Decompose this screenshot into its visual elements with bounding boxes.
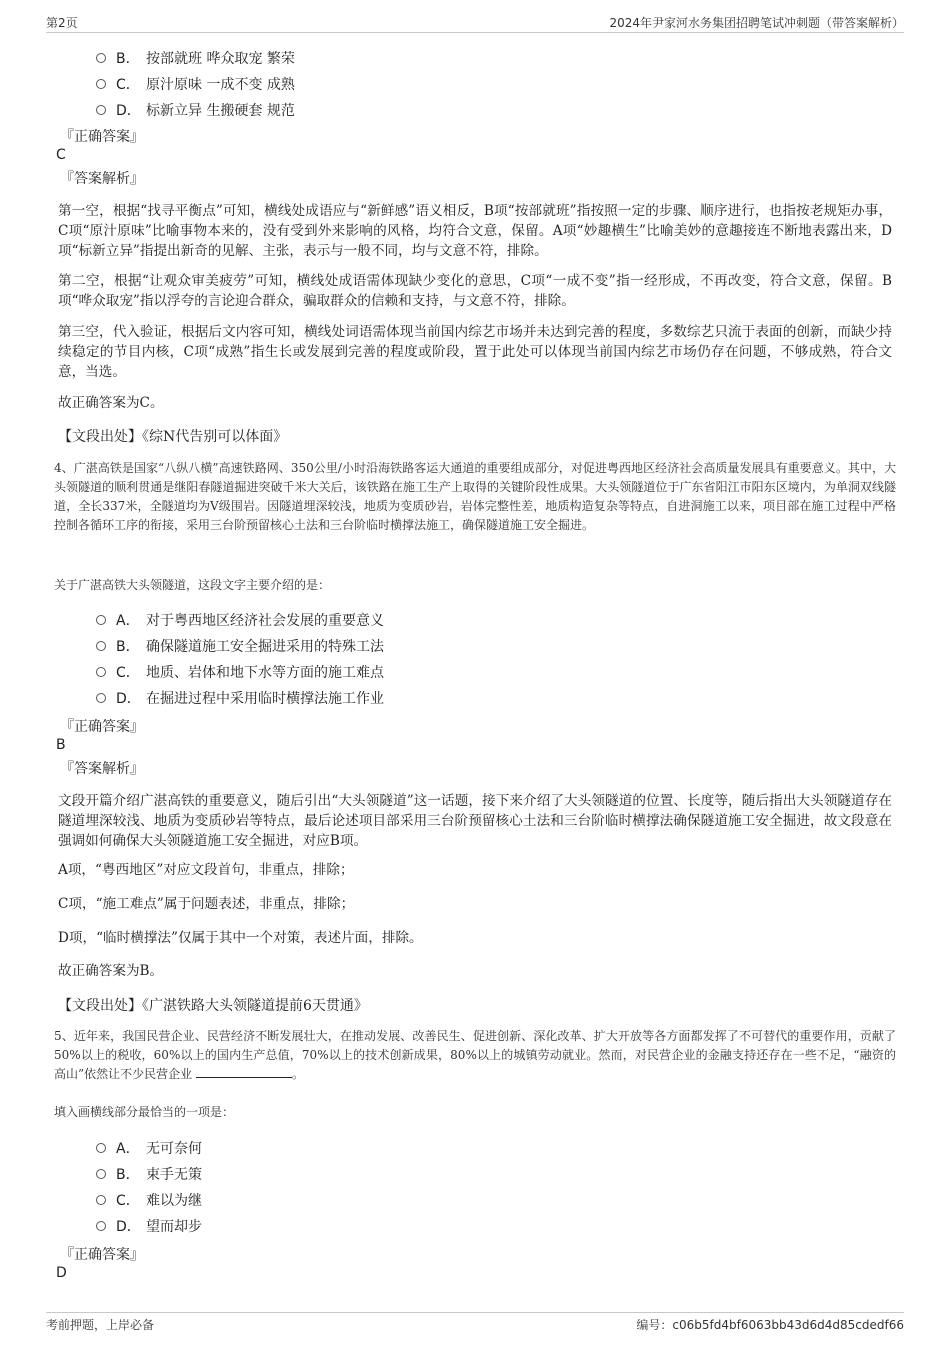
option-text: 束手无策 <box>146 1167 202 1183</box>
q3-conclusion: 故正确答案为C。 <box>58 395 164 411</box>
radio-icon[interactable] <box>96 641 106 651</box>
fill-blank <box>196 1065 292 1078</box>
option-text: 望而却步 <box>146 1219 202 1235</box>
option-text: 无可奈何 <box>146 1141 202 1157</box>
radio-icon[interactable] <box>96 105 106 115</box>
q3-source: 【文段出处】《综N代告别可以体面》 <box>58 429 288 445</box>
q3-analysis-paragraph: 第二空，根据“让观众审美疲劳”可知，横线处成语需体现缺少变化的意思，C项“一成不变”指一经形成，不再改变，符合文意，保留。B项“哗众取宠”指以浮夸的言论迎合群众，骗取群众的信赖和支持，与文意不符，排除。 <box>58 273 892 309</box>
q4-analysis-paragraph: A项，“粤西地区”对应文段首句，非重点，排除； <box>58 862 354 878</box>
page-header <box>46 12 904 33</box>
q5-question-text: 5、近年来，我国民营企业、民营经济不断发展壮大，在推动发展、改善民生、促进创新、深化改革、扩大开放等各方面都发挥了不可替代的重要作用，贡献了50%以上的税收，60%以上的国内生产总值，70%以上的技术创新成果，80%以上的城镇劳动就业。然而，对民营企业的金融支持还存在一些不足，“融资的高山”依然让不少民营企业 。 <box>54 1029 896 1081</box>
q3-analysis-paragraph: 第一空，根据“找寻平衡点”可知，横线处成语应与“新鲜感”语义相反，B项“按部就班”指按照一定的步骤、顺序进行，也指按老规矩办事，C项“原汁原味”比喻事物本来的，没有受到外来影响的风格，均符合文意，保留。A项“妙趣横生”比喻美妙的意趣接连不断地表露出来，D项“标新立异”指提出新奇的见解、主张，表示与一般不同，均与文意不符，排除。 <box>58 203 892 259</box>
q5-option-d[interactable]: D． 望而却步 <box>96 1216 202 1236</box>
radio-icon[interactable] <box>96 79 106 89</box>
page-number: 第2页 <box>46 16 78 30</box>
radio-icon[interactable] <box>96 1195 106 1205</box>
q5-option-a[interactable]: A． 无可奈何 <box>96 1138 202 1158</box>
q4-source: 【文段出处】《广湛铁路大头领隧道提前6天贯通》 <box>58 998 368 1014</box>
option-text: 标新立异 生搬硬套 规范 <box>146 103 295 119</box>
q4-conclusion: 故正确答案为B。 <box>58 963 164 979</box>
q4-analysis-paragraph: 文段开篇介绍广湛高铁的重要意义，随后引出“大头领隧道”这一话题，接下来介绍了大头领隧道的位置、长度等，随后指出大头领隧道存在隧道埋深较浅、地质为变质砂岩等特点，最后论述项目部采用三台阶预留核心土法和三台阶临时横撑法确保隧道施工安全掘进，故文段意在强调如何确保大头领隧道施工安全掘进，对应B项。 <box>58 793 892 849</box>
q4-option-a[interactable]: A． 对于粤西地区经济社会发展的重要意义 <box>96 610 384 630</box>
document-title: 2024年尹家河水务集团招聘笔试冲刺题（带答案解析） <box>609 16 904 30</box>
radio-icon[interactable] <box>96 53 106 63</box>
q4-option-b[interactable]: B． 确保隧道施工安全掘进采用的特殊工法 <box>96 636 384 656</box>
radio-icon[interactable] <box>96 1143 106 1153</box>
q4-option-c[interactable]: C． 地质、岩体和地下水等方面的施工难点 <box>96 662 384 682</box>
footer-slogan: 考前押题，上岸必备 <box>46 1318 155 1332</box>
q4-answer-label: 『正确答案』 <box>60 719 144 735</box>
q5-option-c[interactable]: C． 难以为继 <box>96 1190 202 1210</box>
radio-icon[interactable] <box>96 667 106 677</box>
radio-icon[interactable] <box>96 1221 106 1231</box>
q5-option-b[interactable]: B． 束手无策 <box>96 1164 202 1184</box>
q3-answer-label: 『正确答案』 <box>60 129 144 145</box>
page-footer <box>46 1312 904 1335</box>
q5-prompt: 填入画横线部分最恰当的一项是： <box>54 1105 235 1119</box>
option-text: 确保隧道施工安全掘进采用的特殊工法 <box>146 639 384 655</box>
option-text: 地质、岩体和地下水等方面的施工难点 <box>146 665 384 681</box>
q4-question-text: 4、广湛高铁是国家“八纵八横”高速铁路网、350公里/小时沿海铁路客运大通道的重要组成部分，对促进粤西地区经济社会高质量发展具有重要意义。其中，大头领隧道的顺利贯通是继阳春隧道掘进突破千米大关后，该铁路在施工生产上取得的关键阶段性成果。大头领隧道位于广东省阳江市阳东区境内，为单洞双线隧道，全长337米，全隧道均为V级围岩。因隧道埋深较浅，地质为变质砂岩，岩体完整性差，地质构造复杂等特点，自进洞施工以来，项目部在施工过程中严格控制各循环工序的衔接，采用三台阶预留核心土法和三台阶临时横撑法施工，确保隧道施工安全掘进。 <box>54 461 896 532</box>
q4-prompt: 关于广湛高铁大头领隧道，这段文字主要介绍的是： <box>54 578 331 592</box>
q4-answer: B <box>56 737 66 753</box>
q3-analysis-paragraph: 第三空，代入验证，根据后文内容可知，横线处词语需体现当前国内综艺市场并未达到完善的程度，多数综艺只流于表面的创新，而缺少持续稳定的节目内核，C项“成熟”指生长或发展到完善的程度或阶段，置于此处可以体现当前国内综艺市场仍存在问题，不够成熟，符合文意，当选。 <box>58 324 892 380</box>
radio-icon[interactable] <box>96 693 106 703</box>
q4-analysis-paragraph: C项，“施工难点”属于问题表述，非重点，排除； <box>58 896 355 912</box>
radio-icon[interactable] <box>96 1169 106 1179</box>
option-text: 对于粤西地区经济社会发展的重要意义 <box>146 613 384 629</box>
q3-option-d[interactable]: D． 标新立异 生搬硬套 规范 <box>96 100 295 120</box>
q3-option-b[interactable]: B． 按部就班 哗众取宠 繁荣 <box>96 48 295 68</box>
q3-analysis-label: 『答案解析』 <box>60 171 144 187</box>
option-text: 按部就班 哗众取宠 繁荣 <box>146 51 295 67</box>
option-text: 在掘进过程中采用临时横撑法施工作业 <box>146 691 384 707</box>
q4-option-d[interactable]: D． 在掘进过程中采用临时横撑法施工作业 <box>96 688 384 708</box>
document-code: 编号：c06b5fd4bf6063bb43d6d4d85cdedf66 <box>636 1318 904 1332</box>
q3-option-c[interactable]: C． 原汁原味 一成不变 成熟 <box>96 74 295 94</box>
q5-answer: D <box>56 1265 67 1281</box>
option-text: 难以为继 <box>146 1193 202 1209</box>
radio-icon[interactable] <box>96 615 106 625</box>
option-text: 原汁原味 一成不变 成熟 <box>146 77 295 93</box>
q4-analysis-label: 『答案解析』 <box>60 761 144 777</box>
q3-answer: C <box>56 147 66 163</box>
q5-answer-label: 『正确答案』 <box>60 1247 144 1263</box>
q4-analysis-paragraph: D项，“临时横撑法”仅属于其中一个对策，表述片面，排除。 <box>58 930 423 946</box>
